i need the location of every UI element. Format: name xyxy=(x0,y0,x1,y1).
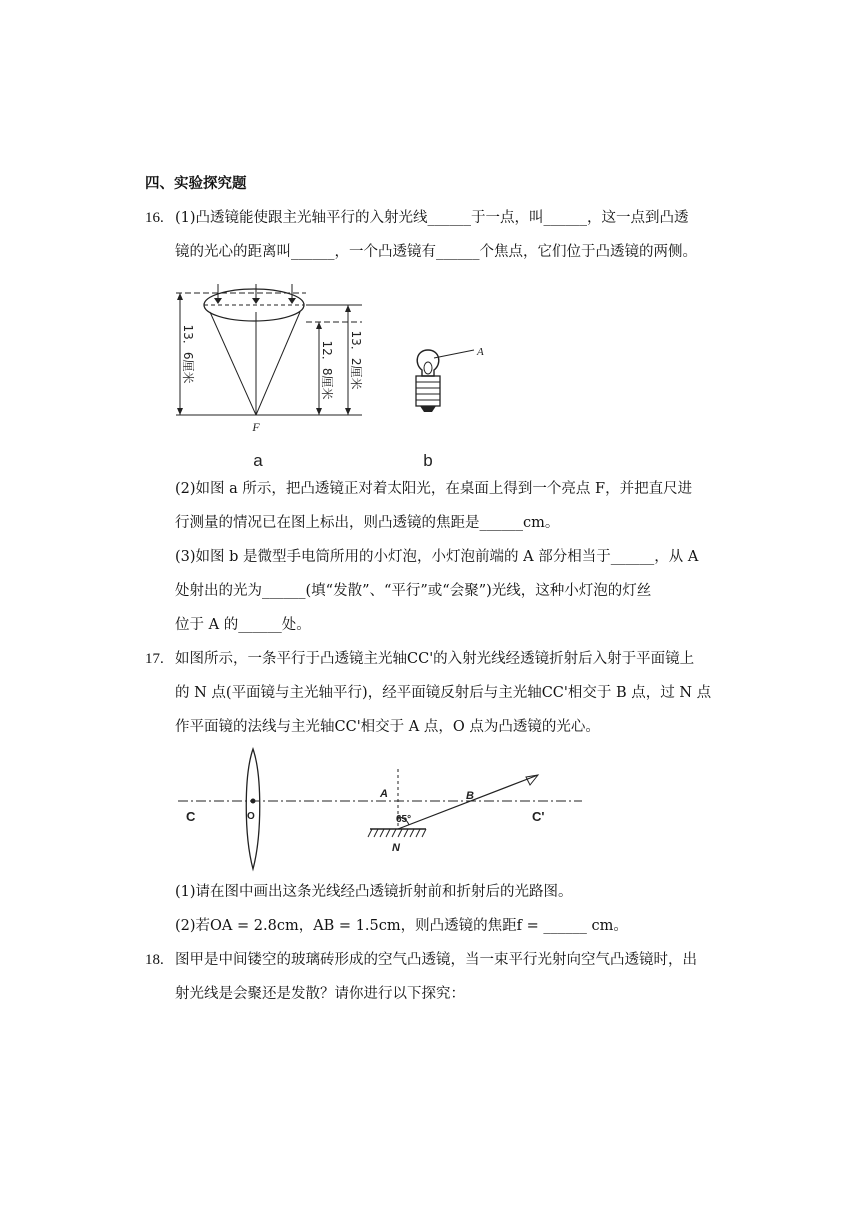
fig-a-dim-right: 13．2厘米 xyxy=(349,330,363,390)
q17-sub1: (1)请在图中画出这条光线经凸透镜折射前和折射后的光路图。 xyxy=(175,884,573,900)
fig-a-focus-label: F xyxy=(252,420,260,434)
fig17-angle-label: 65° xyxy=(396,814,412,825)
q17-line3: 作平面镜的法线与主光轴CC'相交于 A 点，O 点为凸透镜的光心。 xyxy=(175,719,600,735)
question-18-number: 18. xyxy=(145,952,164,968)
fig17-label-n: N xyxy=(392,842,400,854)
q17-line1: 如图所示，一条平行于凸透镜主光轴CC'的入射光线经透镜折射后入射于平面镜上 xyxy=(175,651,695,667)
q16-part1-line2: 镜的光心的距离叫______，一个凸透镜有______个焦点，它们位于凸透镜的两侧。 xyxy=(175,244,697,260)
fig-a-caption: a xyxy=(253,451,263,470)
figure-b-bulb-diagram xyxy=(400,340,500,470)
q16-part3-line3: 位于 A 的______处。 xyxy=(175,617,311,633)
figure-17-lens-mirror-diagram xyxy=(170,745,590,875)
q18-line2: 射光线是会聚还是发散？请你进行以下探究： xyxy=(175,986,465,1002)
question-17-number: 17. xyxy=(145,651,164,667)
q17-line2: 的 N 点(平面镜与主光轴平行)，经平面镜反射后与主光轴CC'相交于 B 点，过 N 点 xyxy=(175,685,712,701)
fig17-label-a: A xyxy=(380,788,388,800)
fig-a-dim-mid: 12．8厘米 xyxy=(320,340,334,400)
q16-part1-line1: (1)凸透镜能使跟主光轴平行的入射光线______于一点，叫______，这一点到凸透 xyxy=(175,210,689,226)
fig17-label-b: B xyxy=(466,790,474,802)
q16-part2-line1: (2)如图 a 所示，把凸透镜正对着太阳光，在桌面上得到一个亮点 F，并把直尺进 xyxy=(175,481,693,497)
question-16-number: 16. xyxy=(145,210,164,226)
fig17-label-c: C xyxy=(186,809,196,824)
section-title: 四、实验探究题 xyxy=(145,176,247,192)
fig-a-dim-left: 13．6厘米 xyxy=(181,324,195,384)
fig17-label-c-prime: C' xyxy=(532,809,545,824)
q18-line1: 图甲是中间镂空的玻璃砖形成的空气凸透镜，当一束平行光射向空气凸透镜时，出 xyxy=(175,952,697,968)
figure-a-lens-diagram xyxy=(170,282,370,472)
q16-part3-line2: 处射出的光为______(填“发散”、“平行”或“会聚”)光线，这种小灯泡的灯丝 xyxy=(175,583,652,599)
q17-sub2: (2)若OA = 2.8cm，AB = 1.5cm，则凸透镜的焦距f = ______ cm。 xyxy=(175,918,628,934)
fig17-label-o: O xyxy=(247,811,255,822)
fig-b-label-a: A xyxy=(477,346,484,358)
q16-part2-line2: 行测量的情况已在图上标出，则凸透镜的焦距是______cm。 xyxy=(175,515,560,531)
fig-b-caption: b xyxy=(423,451,433,470)
q16-part3-line1: (3)如图 b 是微型手电筒所用的小灯泡，小灯泡前端的 A 部分相当于______，从 A xyxy=(175,549,699,565)
